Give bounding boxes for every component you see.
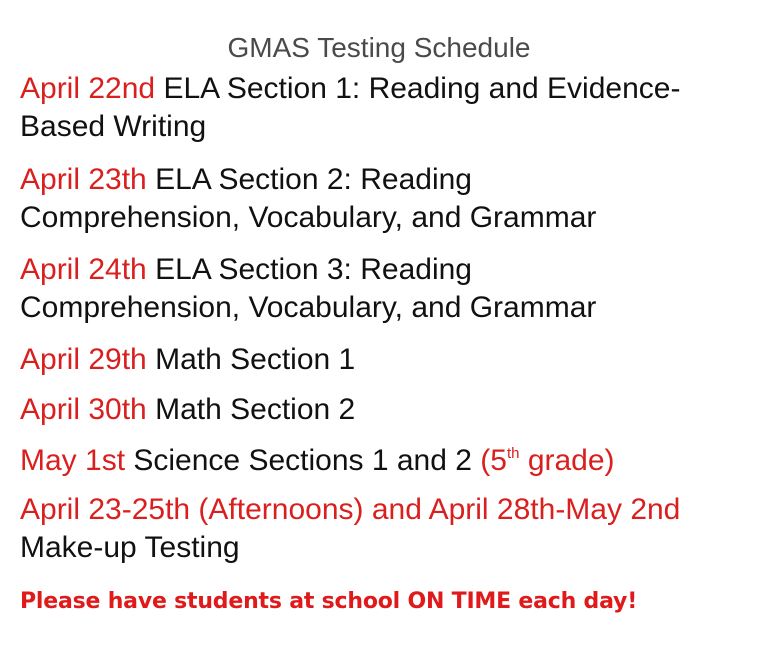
entry-line (20, 251, 596, 289)
grade-note-superscript: th (506, 445, 520, 462)
schedule-entry-april-24 (20, 251, 596, 327)
entry-date: April 23-25th (Afternoons) and April 28th-May 2nd (20, 493, 681, 526)
entry-description-continued: Comprehension, Vocabulary, and Grammar (20, 201, 597, 234)
entry-date: April 24th (20, 253, 147, 286)
schedule-entry-april-29 (20, 341, 355, 379)
schedule-entry-may-1 (20, 442, 615, 480)
entry-description-continued: Based Writing (20, 110, 207, 143)
schedule-entry-april-30 (20, 391, 355, 429)
entry-date: April 30th (20, 393, 147, 426)
entry-description: ELA Section 1: Reading and Evidence- (163, 72, 681, 105)
entry-line (20, 391, 355, 429)
grade-note (480, 444, 614, 477)
entry-date: April 23th (20, 163, 147, 196)
entry-description: ELA Section 2: Reading (155, 163, 472, 196)
on-time-notice: Please have students at school ON TIME each day! (20, 589, 638, 614)
entry-description: Math Section 1 (155, 343, 356, 376)
entry-line (20, 70, 680, 108)
entry-description-continued: Comprehension, Vocabulary, and Grammar (20, 291, 597, 324)
entry-description: Math Section 2 (155, 393, 356, 426)
schedule-entry-april-23 (20, 161, 596, 237)
schedule-entry-april-22 (20, 70, 680, 146)
grade-note-close: grade) (519, 444, 615, 477)
entry-date: May 1st (20, 444, 126, 477)
grade-note-open: (5 (480, 444, 507, 477)
entry-line (20, 161, 596, 199)
entry-description: Make-up Testing (20, 531, 240, 564)
entry-date: April 22nd (20, 72, 156, 105)
entry-date: April 29th (20, 343, 147, 376)
entry-line (20, 341, 355, 379)
page-title: GMAS Testing Schedule (227, 32, 531, 63)
entry-description: Science Sections 1 and 2 (133, 444, 472, 477)
schedule-entry-make-up (20, 491, 680, 567)
entry-line (20, 442, 615, 480)
entry-description: ELA Section 3: Reading (155, 253, 472, 286)
